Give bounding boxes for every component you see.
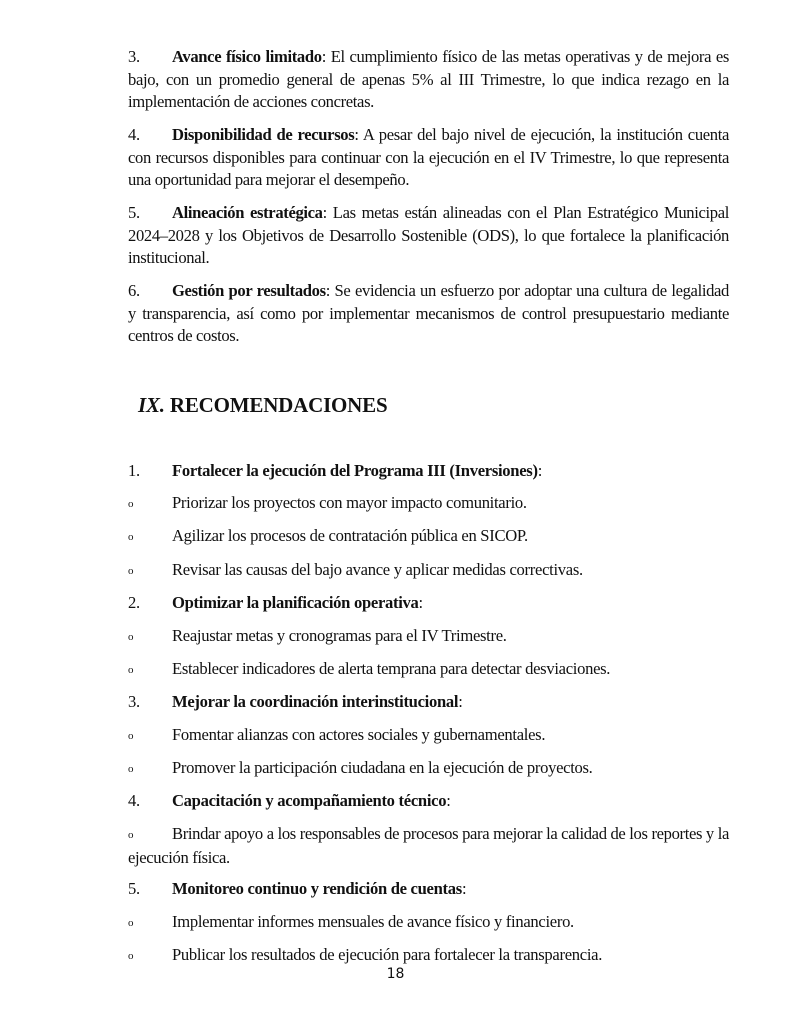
item-number: 3. bbox=[128, 692, 140, 711]
bullet-circle-icon: o bbox=[128, 565, 134, 577]
conclusion-item bbox=[128, 202, 729, 270]
colon: : bbox=[461, 879, 467, 898]
colon: : bbox=[418, 593, 423, 612]
recommendation-bullet bbox=[128, 625, 729, 649]
recommendation-bullet bbox=[128, 911, 729, 935]
page-number: 18 bbox=[386, 966, 405, 982]
bullet-circle-icon: o bbox=[128, 829, 134, 841]
item-number: 2. bbox=[128, 593, 140, 612]
item-title: Capacitación y acompañamiento técnico bbox=[172, 791, 447, 810]
bullet-text: Publicar los resultados de ejecución para fortalecer la transparencia. bbox=[172, 945, 603, 964]
conclusion-item bbox=[128, 46, 729, 114]
item-title: Gestión por resultados bbox=[172, 281, 326, 300]
bullet-circle-icon: o bbox=[128, 730, 134, 742]
recommendation-heading bbox=[128, 460, 729, 483]
item-number: 6. bbox=[128, 281, 140, 300]
recommendation-heading bbox=[128, 878, 729, 901]
colon: : bbox=[537, 461, 542, 480]
section-heading bbox=[138, 393, 387, 418]
bullet-text: Agilizar los procesos de contratación pública en SICOP. bbox=[172, 526, 528, 545]
colon: : bbox=[458, 692, 463, 711]
bullet-text: Reajustar metas y cronogramas para el IV Trimestre. bbox=[172, 626, 507, 645]
recommendation-bullet bbox=[128, 559, 729, 583]
bullet-text: Priorizar los proyectos con mayor impacto comunitario. bbox=[172, 493, 527, 512]
item-number: 4. bbox=[128, 791, 140, 810]
conclusion-item bbox=[128, 280, 729, 348]
bullet-circle-icon: o bbox=[128, 917, 134, 929]
colon: : bbox=[446, 791, 451, 810]
bullet-circle-icon: o bbox=[128, 664, 134, 676]
recommendation-bullet bbox=[128, 525, 729, 549]
item-number: 3. bbox=[128, 47, 140, 66]
item-text: : Las metas están alineadas con el Plan Estratégico Municipal 2024–2028 y los Objetivos de Desarrollo Sostenible (ODS), lo que fortalece la planificación institucional. bbox=[128, 203, 730, 267]
item-text: : A pesar del bajo nivel de ejecución, la institución cuenta con recursos disponibles para continuar con la ejecución en el IV Trimestre, lo que representa una oportunidad para mejorar el desempeño. bbox=[128, 125, 730, 189]
bullet-circle-icon: o bbox=[128, 763, 134, 775]
recommendation-heading bbox=[128, 691, 729, 714]
section-number: IX. bbox=[138, 393, 165, 417]
item-number: 5. bbox=[128, 203, 140, 222]
item-title: Optimizar la planificación operativa bbox=[172, 593, 419, 612]
bullet-text: Brindar apoyo a los responsables de procesos para mejorar la calidad de los reportes y la ejecución física. bbox=[128, 824, 729, 867]
item-title: Mejorar la coordinación interinstitucional bbox=[172, 692, 459, 711]
item-title: Alineación estratégica bbox=[172, 203, 323, 222]
recommendation-bullet bbox=[128, 757, 729, 781]
recommendation-heading bbox=[128, 790, 729, 813]
item-text: : El cumplimiento físico de las metas operativas y de mejora es bajo, con un promedio general de apenas 5% al III Trimestre, lo que indica rezago en la implementación de acciones concretas. bbox=[128, 47, 729, 111]
recommendation-bullet bbox=[128, 944, 729, 968]
recommendation-bullet bbox=[128, 724, 729, 748]
item-title: Disponibilidad de recursos bbox=[172, 125, 355, 144]
bullet-circle-icon: o bbox=[128, 498, 134, 510]
item-number: 5. bbox=[128, 879, 140, 898]
bullet-circle-icon: o bbox=[128, 950, 134, 962]
item-title: Fortalecer la ejecución del Programa III (Inversiones) bbox=[172, 461, 538, 480]
bullet-circle-icon: o bbox=[128, 531, 134, 543]
item-title: Monitoreo continuo y rendición de cuentas bbox=[172, 879, 462, 898]
bullet-circle-icon: o bbox=[128, 631, 134, 643]
item-number: 4. bbox=[128, 125, 140, 144]
item-text: : Se evidencia un esfuerzo por adoptar una cultura de legalidad y transparencia, así como por implementar mecanismos de control presupuestario mediante centros de costos. bbox=[128, 281, 729, 345]
bullet-text: Revisar las causas del bajo avance y aplicar medidas correctivas. bbox=[172, 560, 583, 579]
conclusion-item bbox=[128, 124, 729, 192]
recommendation-heading bbox=[128, 592, 729, 615]
bullet-text: Establecer indicadores de alerta temprana para detectar desviaciones. bbox=[172, 659, 611, 678]
item-number: 1. bbox=[128, 461, 140, 480]
recommendation-bullet bbox=[128, 492, 729, 516]
bullet-text: Fomentar alianzas con actores sociales y gubernamentales. bbox=[172, 725, 546, 744]
bullet-text: Implementar informes mensuales de avance físico y financiero. bbox=[172, 912, 574, 931]
recommendation-bullet bbox=[128, 823, 729, 869]
bullet-text: Promover la participación ciudadana en la ejecución de proyectos. bbox=[172, 758, 593, 777]
item-title: Avance físico limitado bbox=[172, 47, 322, 66]
recommendation-bullet bbox=[128, 658, 729, 682]
section-title: RECOMENDACIONES bbox=[169, 393, 388, 417]
